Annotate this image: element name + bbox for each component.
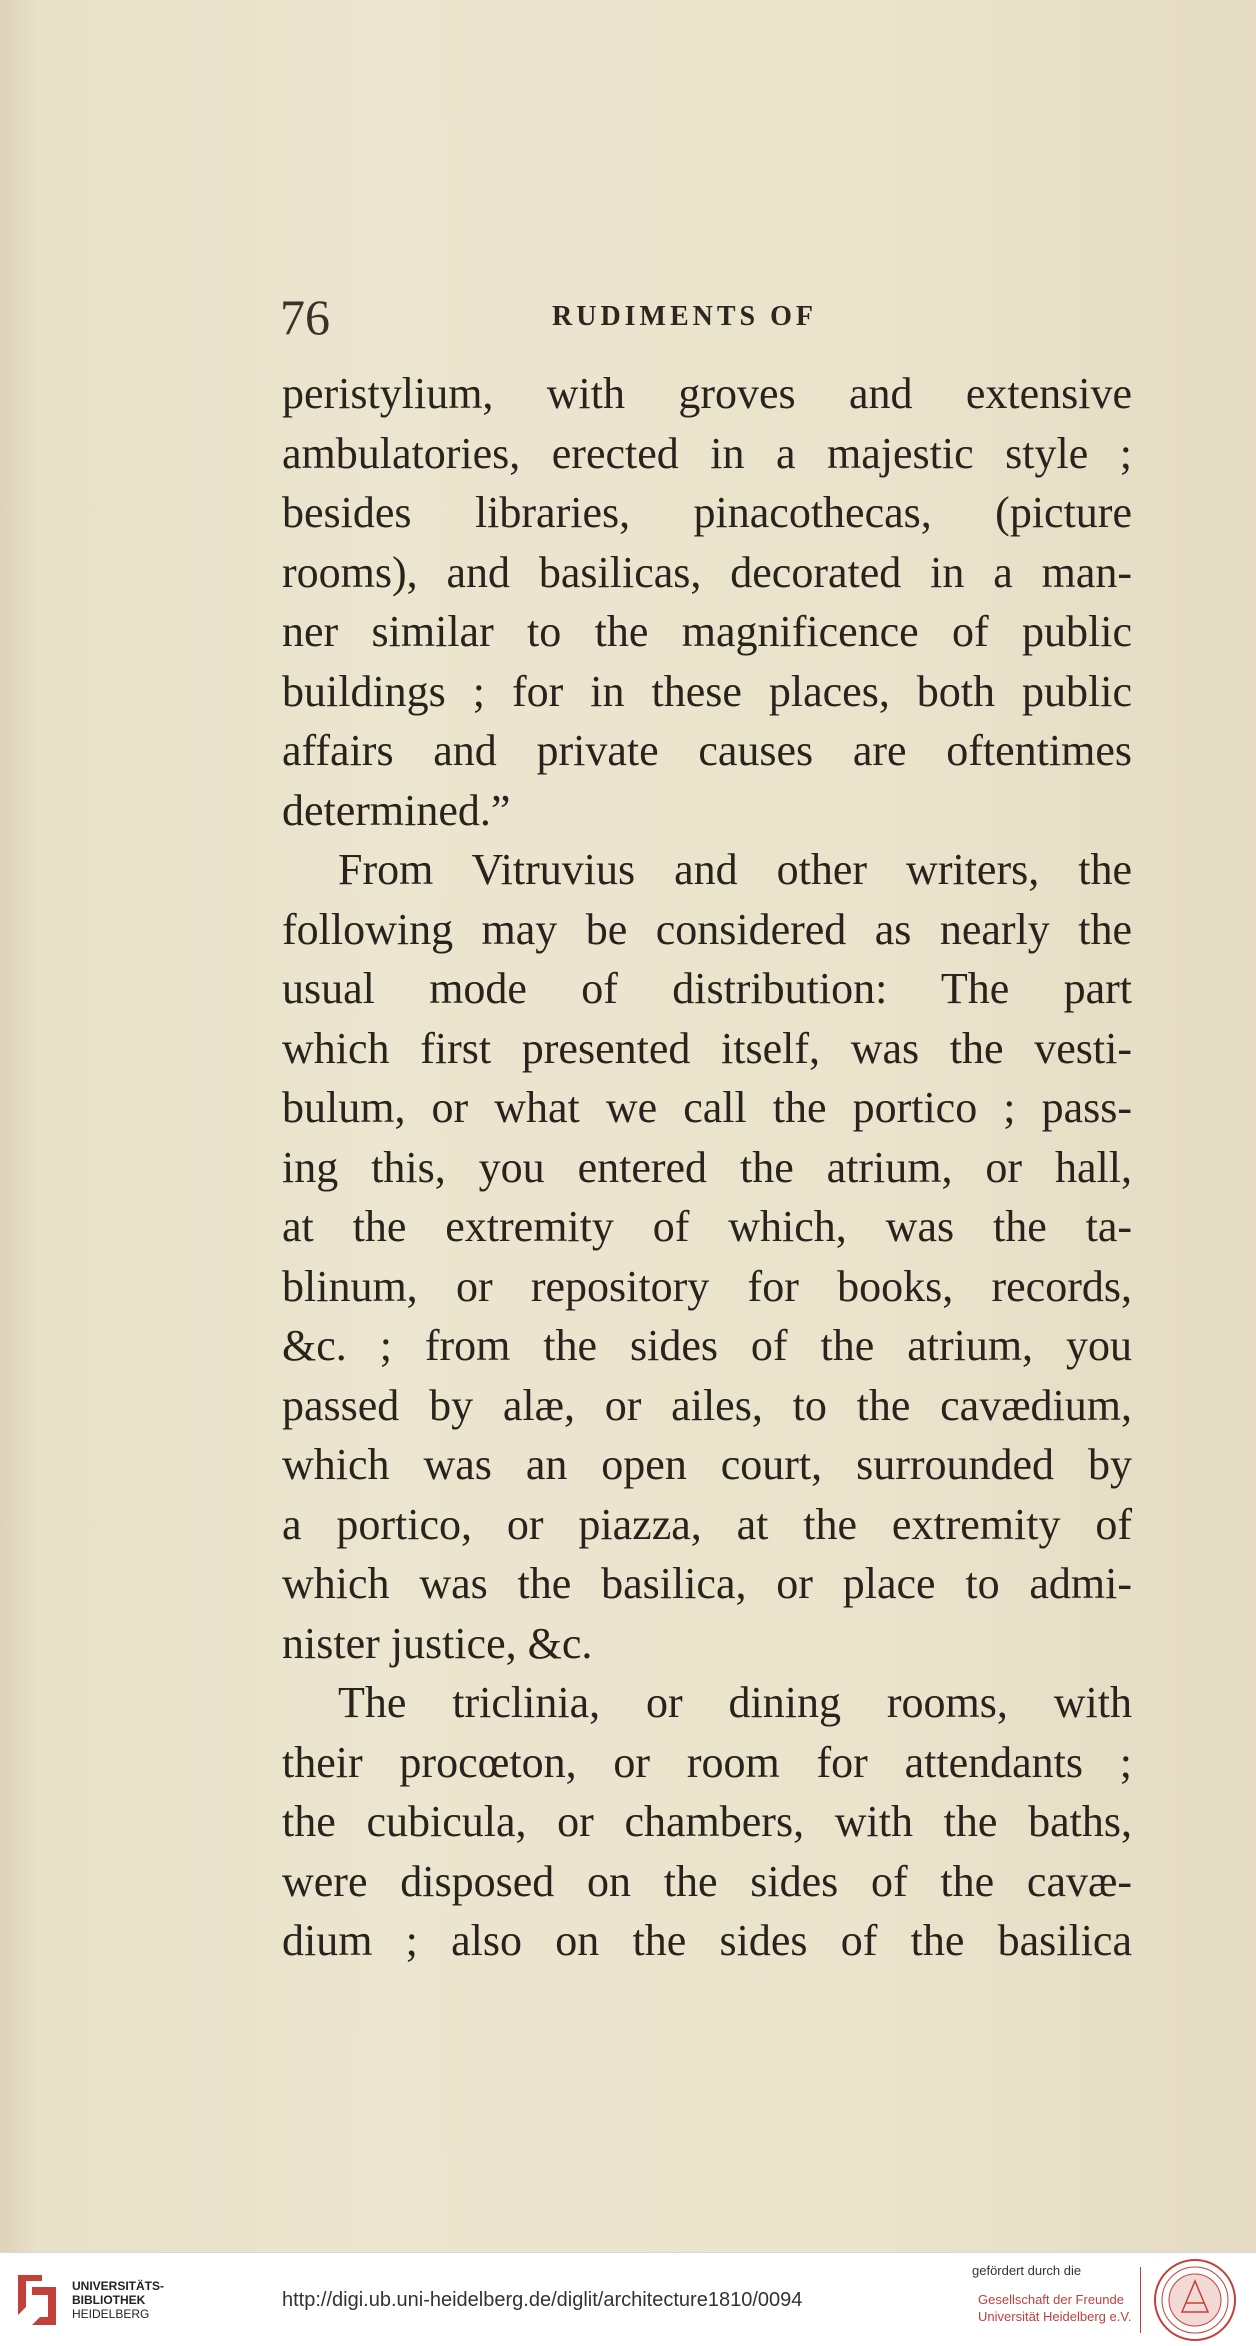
text-line: blinum, or repository for books, records, <box>282 1261 1132 1311</box>
library-name-line: UNIVERSITÄTS- <box>72 2279 165 2293</box>
text-line: usual mode of distribution: The part <box>282 964 1132 1013</box>
library-name-line: BIBLIOTHEK <box>72 2293 146 2307</box>
text-line: dium ; also on the sides of the basilica <box>282 1916 1132 1965</box>
text-line: From Vitruvius and other writers, the <box>338 845 1132 894</box>
library-name-line: HEIDELBERG <box>72 2307 150 2321</box>
society-name-line: Universität Heidelberg e.V. <box>978 2309 1132 2324</box>
page-header <box>280 288 1150 345</box>
text-line: which was the basilica, or place to admi- <box>282 1559 1132 1608</box>
text-line: the cubicula, or chambers, with the baths, <box>282 1797 1132 1846</box>
society-name-line: Gesellschaft der Freunde <box>978 2292 1124 2307</box>
text-line: ner similar to the magnificence of public <box>282 607 1132 656</box>
footer-divider <box>1140 2267 1141 2333</box>
body-text <box>282 364 1132 1971</box>
university-library-logo-icon[interactable] <box>12 2267 62 2333</box>
page-number: 76 <box>280 289 330 345</box>
university-seal-icon <box>1152 2257 1238 2343</box>
text-line: peristylium, with groves and extensive <box>282 369 1132 418</box>
text-line: were disposed on the sides of the cavæ- <box>282 1856 1132 1906</box>
text-line: which first presented itself, was the vesti- <box>282 1023 1132 1073</box>
text-line: passed by alæ, or ailes, to the cavædium, <box>282 1380 1132 1430</box>
text-line: buildings ; for in these places, both public <box>282 666 1132 716</box>
text-line: at the extremity of which, was the ta- <box>282 1202 1132 1251</box>
text-line: affairs and private causes are oftentimes <box>282 726 1132 775</box>
citation-url-link[interactable]: http://digi.ub.uni-heidelberg.de/diglit/architecture1810/0094 <box>282 2289 803 2311</box>
text-line: which was an open court, surrounded by <box>282 1440 1132 1489</box>
running-head: RUDIMENTS OF <box>552 301 818 332</box>
text-line: rooms), and basilicas, decorated in a man- <box>282 547 1132 597</box>
text-line: The triclinia, or dining rooms, with <box>338 1678 1132 1727</box>
text-line: ambulatories, erected in a majestic style ; <box>282 428 1132 478</box>
funded-by-label: gefördert durch die <box>972 2263 1082 2278</box>
text-line: bulum, or what we call the portico ; pass- <box>282 1083 1132 1132</box>
text-line: ing this, you entered the atrium, or hall, <box>282 1142 1132 1192</box>
text-line: determined.” <box>282 785 511 835</box>
text-line: nister justice, &c. <box>282 1618 593 1668</box>
text-line: &c. ; from the sides of the atrium, you <box>282 1321 1132 1370</box>
library-name <box>72 2279 164 2321</box>
text-line: besides libraries, pinacothecas, (picture <box>282 488 1132 537</box>
footer-bar <box>0 2252 1256 2346</box>
text-line: following may be considered as nearly the <box>282 904 1132 954</box>
society-name[interactable] <box>978 2291 1131 2325</box>
text-line: their procœton, or room for attendants ; <box>282 1737 1132 1787</box>
text-line: a portico, or piazza, at the extremity of <box>282 1499 1132 1549</box>
